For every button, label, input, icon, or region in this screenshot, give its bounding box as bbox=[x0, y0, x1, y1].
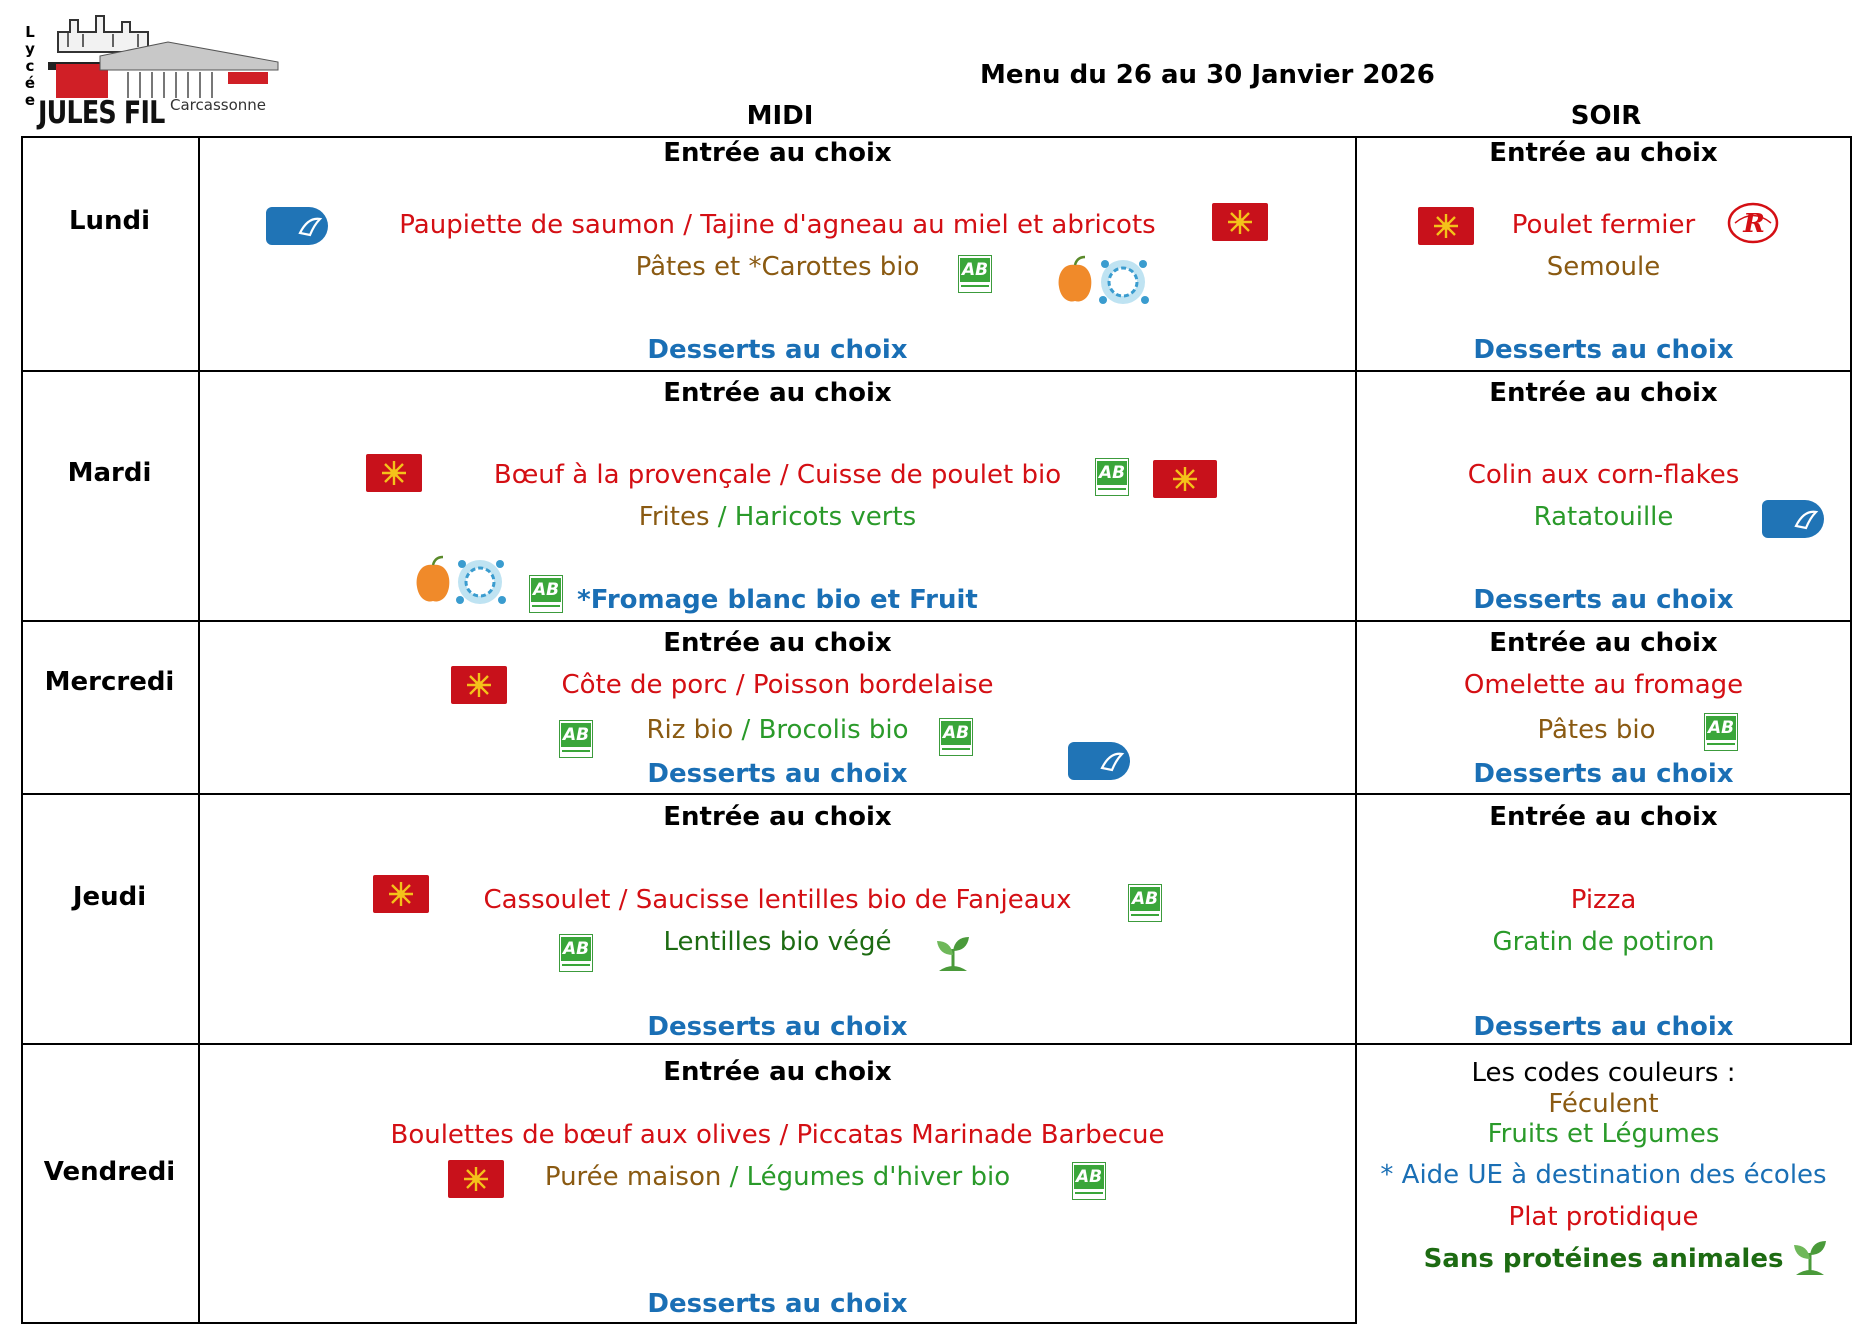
legend-title: Les codes couleurs : bbox=[1471, 1058, 1736, 1088]
accompagnement-text: Lentilles bio végé bbox=[663, 927, 892, 957]
milk-program-icon bbox=[1095, 250, 1151, 312]
column-header-soir: SOIR bbox=[1570, 101, 1642, 131]
msc-fish-icon bbox=[1068, 742, 1130, 780]
ab-bio-icon: AB bbox=[529, 575, 563, 613]
logo-city: Carcassonne bbox=[170, 96, 266, 114]
accompagnement-legume: Brocolis bio bbox=[758, 715, 909, 745]
ab-bio-icon: AB bbox=[1128, 884, 1162, 922]
plat-text: Bœuf à la provençale / Cuisse de poulet bio bbox=[493, 460, 1062, 490]
accompagnement-line bbox=[200, 500, 1355, 534]
plat-text: Pizza bbox=[1570, 885, 1637, 915]
sprout-icon bbox=[1790, 1235, 1830, 1277]
accompagnement-line bbox=[200, 1160, 1355, 1194]
school-logo bbox=[18, 12, 268, 130]
ab-bio-icon: AB bbox=[559, 934, 593, 972]
accompagnement-feculent: Purée maison bbox=[544, 1162, 722, 1192]
grid-line bbox=[1850, 136, 1852, 1045]
accompagnement-feculent: Frites bbox=[638, 502, 710, 532]
plat-text: Paupiette de saumon / Tajine d'agneau au miel et abricots bbox=[399, 210, 1156, 240]
accompagnement-text: Semoule bbox=[1546, 252, 1661, 282]
grid-line bbox=[21, 620, 1852, 622]
dessert-label: Desserts au choix bbox=[647, 335, 908, 365]
occitanie-flag-icon bbox=[1212, 203, 1268, 241]
occitanie-flag-icon bbox=[366, 454, 422, 492]
school-building-icon bbox=[38, 12, 283, 100]
plat-text: Côte de porc / Poisson bordelaise bbox=[561, 670, 994, 700]
entree-label: Entrée au choix bbox=[1489, 138, 1718, 168]
plat-text: Colin aux corn-flakes bbox=[1467, 460, 1740, 490]
accompagnement-text: Ratatouille bbox=[1533, 502, 1674, 532]
legend-plat-protidique: Plat protidique bbox=[1508, 1202, 1699, 1232]
entree-label: Entrée au choix bbox=[663, 1057, 892, 1087]
entree-label: Entrée au choix bbox=[663, 378, 892, 408]
plat-text: Poulet fermier bbox=[1511, 210, 1696, 240]
dessert-label: Desserts au choix bbox=[647, 1012, 908, 1042]
dessert-label: Desserts au choix bbox=[1473, 1012, 1734, 1042]
svg-text:R: R bbox=[1743, 209, 1765, 239]
msc-fish-icon bbox=[266, 207, 328, 245]
ab-bio-icon: AB bbox=[1095, 458, 1129, 496]
day-label-jeudi: Jeudi bbox=[72, 882, 147, 912]
occitanie-flag-icon bbox=[373, 875, 429, 913]
legend-fruits-legumes: Fruits et Légumes bbox=[1487, 1119, 1720, 1149]
dessert-label: Desserts au choix bbox=[1473, 759, 1734, 789]
day-label-lundi: Lundi bbox=[68, 206, 151, 236]
column-header-midi: MIDI bbox=[746, 101, 814, 131]
logo-school-name: JULES FIL bbox=[38, 95, 165, 131]
accompagnement-legume: Haricots verts bbox=[734, 502, 917, 532]
separator: / bbox=[733, 715, 759, 745]
ab-bio-icon: AB bbox=[1072, 1162, 1106, 1200]
occitanie-flag-icon bbox=[1153, 460, 1217, 498]
day-label-vendredi: Vendredi bbox=[43, 1157, 176, 1187]
entree-label: Entrée au choix bbox=[1489, 378, 1718, 408]
ab-bio-icon: AB bbox=[1704, 713, 1738, 751]
separator: / bbox=[709, 502, 735, 532]
fruit-program-icon bbox=[1055, 255, 1095, 305]
grid-line bbox=[21, 793, 1852, 795]
accompagnement-text: Pâtes et *Carottes bio bbox=[635, 252, 920, 282]
grid-line bbox=[21, 136, 23, 1324]
msc-fish-icon bbox=[1762, 500, 1824, 538]
dessert-label: Desserts au choix bbox=[647, 1289, 908, 1319]
legend-sans-proteines: Sans protéines animales bbox=[1423, 1244, 1784, 1274]
occitanie-flag-icon bbox=[1418, 207, 1474, 245]
legend-feculent: Féculent bbox=[1548, 1089, 1659, 1119]
grid-line bbox=[21, 370, 1852, 372]
dessert-label: Desserts au choix bbox=[1473, 335, 1734, 365]
ab-bio-icon: AB bbox=[939, 718, 973, 756]
accompagnement-text: Pâtes bio bbox=[1537, 715, 1656, 745]
entree-label: Entrée au choix bbox=[1489, 628, 1718, 658]
occitanie-flag-icon bbox=[451, 666, 507, 704]
fruit-program-icon bbox=[413, 555, 453, 605]
entree-label: Entrée au choix bbox=[663, 802, 892, 832]
occitanie-flag-icon bbox=[448, 1160, 504, 1198]
milk-program-icon bbox=[452, 550, 508, 612]
entree-label: Entrée au choix bbox=[1489, 802, 1718, 832]
ab-bio-icon: AB bbox=[958, 255, 992, 293]
menu-title: Menu du 26 au 30 Janvier 2026 bbox=[980, 60, 1435, 90]
day-label-mercredi: Mercredi bbox=[44, 667, 175, 697]
logo-vertical-text: L y c é e bbox=[24, 23, 36, 109]
color-legend bbox=[1357, 1043, 1850, 1293]
day-label-mardi: Mardi bbox=[67, 458, 152, 488]
plat-text: Cassoulet / Saucisse lentilles bio de Fanjeaux bbox=[483, 885, 1072, 915]
accompagnement-line bbox=[200, 713, 1355, 747]
plat-text: Boulettes de bœuf aux olives / Piccatas Marinade Barbecue bbox=[390, 1120, 1165, 1150]
sprout-icon bbox=[933, 931, 973, 973]
dessert-label: Desserts au choix bbox=[647, 759, 908, 789]
legend-aide-ue: * Aide UE à destination des écoles bbox=[1380, 1160, 1827, 1190]
accompagnement-feculent: Riz bio bbox=[646, 715, 734, 745]
dessert-label: *Fromage blanc bio et Fruit bbox=[577, 585, 978, 615]
entree-label: Entrée au choix bbox=[663, 628, 892, 658]
label-rouge-icon bbox=[1727, 202, 1779, 244]
separator: / bbox=[721, 1162, 747, 1192]
ab-bio-icon: AB bbox=[559, 720, 593, 758]
grid-line bbox=[21, 1322, 1357, 1324]
plat-text: Omelette au fromage bbox=[1463, 670, 1744, 700]
dessert-label: Desserts au choix bbox=[1473, 585, 1734, 615]
accompagnement-legume: Légumes d'hiver bio bbox=[746, 1162, 1011, 1192]
accompagnement-text: Gratin de potiron bbox=[1492, 927, 1715, 957]
entree-label: Entrée au choix bbox=[663, 138, 892, 168]
